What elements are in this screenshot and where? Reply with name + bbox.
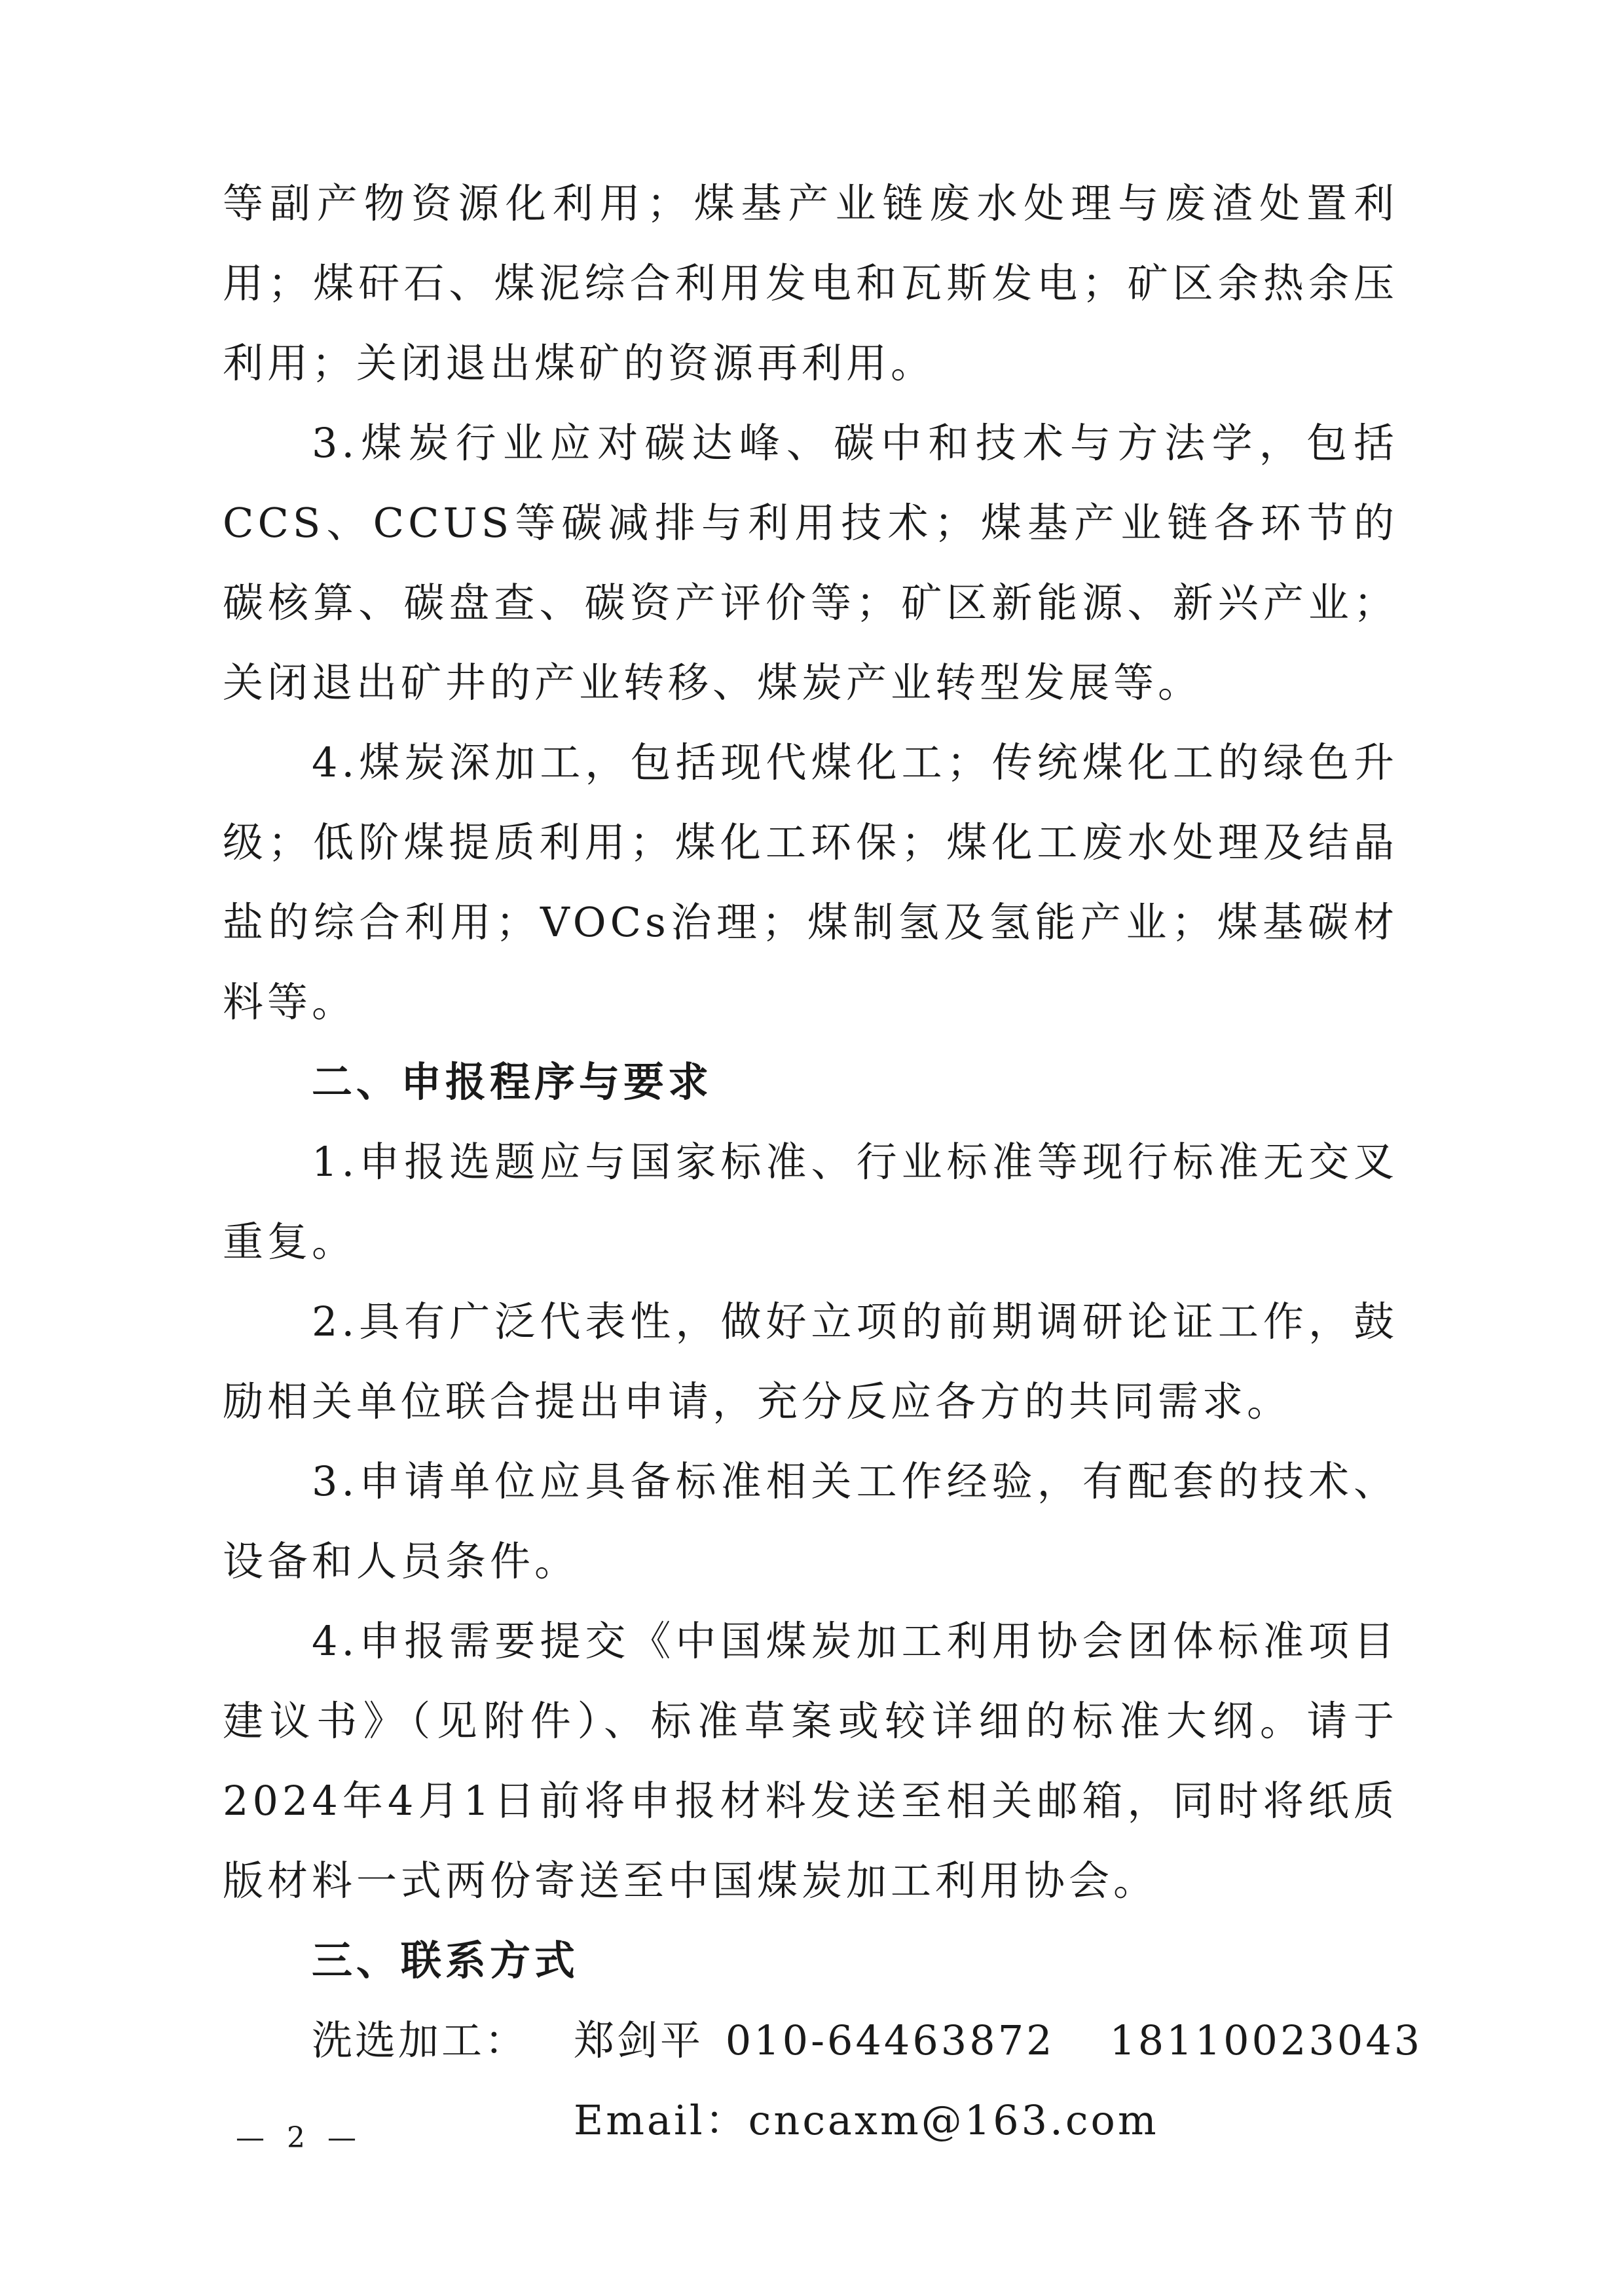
paragraph-continuation: 等副产物资源化利用；煤基产业链废水处理与废渣处置利用；煤矸石、煤泥综合利用发电和瓦斯发电；矿区余热余压利用；关闭退出煤矿的资源再利用。	[223, 179, 1398, 387]
paragraph-item-4: 4.煤炭深加工，包括现代煤化工；传统煤化工的绿色升级；低阶煤提质利用；煤化工环保；煤化工废水处理及结晶盐的综合利用；VOCs治理；煤制氢及氢能产业；煤基碳材料等。	[223, 738, 1398, 1026]
section-heading-contact: 三、联系方式	[312, 1937, 580, 1984]
contact-email: Email：cncaxm@163.com	[574, 2096, 1159, 2144]
contact-line	[223, 2001, 1423, 2081]
contact-phone-office: 010-64463872	[725, 2016, 1055, 2064]
requirement-item-2: 2.具有广泛代表性，做好立项的前期调研论证工作，鼓励相关单位联合提出申请，充分反应各方的共同需求。	[223, 1298, 1398, 1425]
requirement-item-1: 1.申报选题应与国家标准、行业标准等现行标准无交叉重复。	[223, 1138, 1398, 1266]
contact-label: 洗选加工：	[312, 2016, 528, 2064]
section-heading-application: 二、申报程序与要求	[312, 1058, 713, 1106]
requirement-item-4: 4.申报需要提交《中国煤炭加工利用协会团体标准项目建议书》（见附件）、标准草案或较详细的标准大纲。请于2024年4月1日前将申报材料发送至相关邮箱，同时将纸质版材料一式两份寄送至中国煤炭加工利用协会。	[223, 1617, 1398, 1904]
contact-phone-mobile: 18110023043	[1109, 2016, 1423, 2064]
page-number: — 2 —	[236, 2121, 363, 2155]
document-page	[223, 164, 1423, 2160]
paragraph-item-3: 3.煤炭行业应对碳达峰、碳中和技术与方法学，包括CCS、CCUS等碳减排与利用技术；煤基产业链各环节的碳核算、碳盘查、碳资产评价等；矿区新能源、新兴产业；关闭退出矿井的产业转移、煤炭产业转型发展等。	[223, 419, 1398, 706]
contact-name: 郑剑平	[574, 2016, 704, 2064]
requirement-item-3: 3.申请单位应具备标准相关工作经验，有配套的技术、设备和人员条件。	[223, 1457, 1398, 1585]
